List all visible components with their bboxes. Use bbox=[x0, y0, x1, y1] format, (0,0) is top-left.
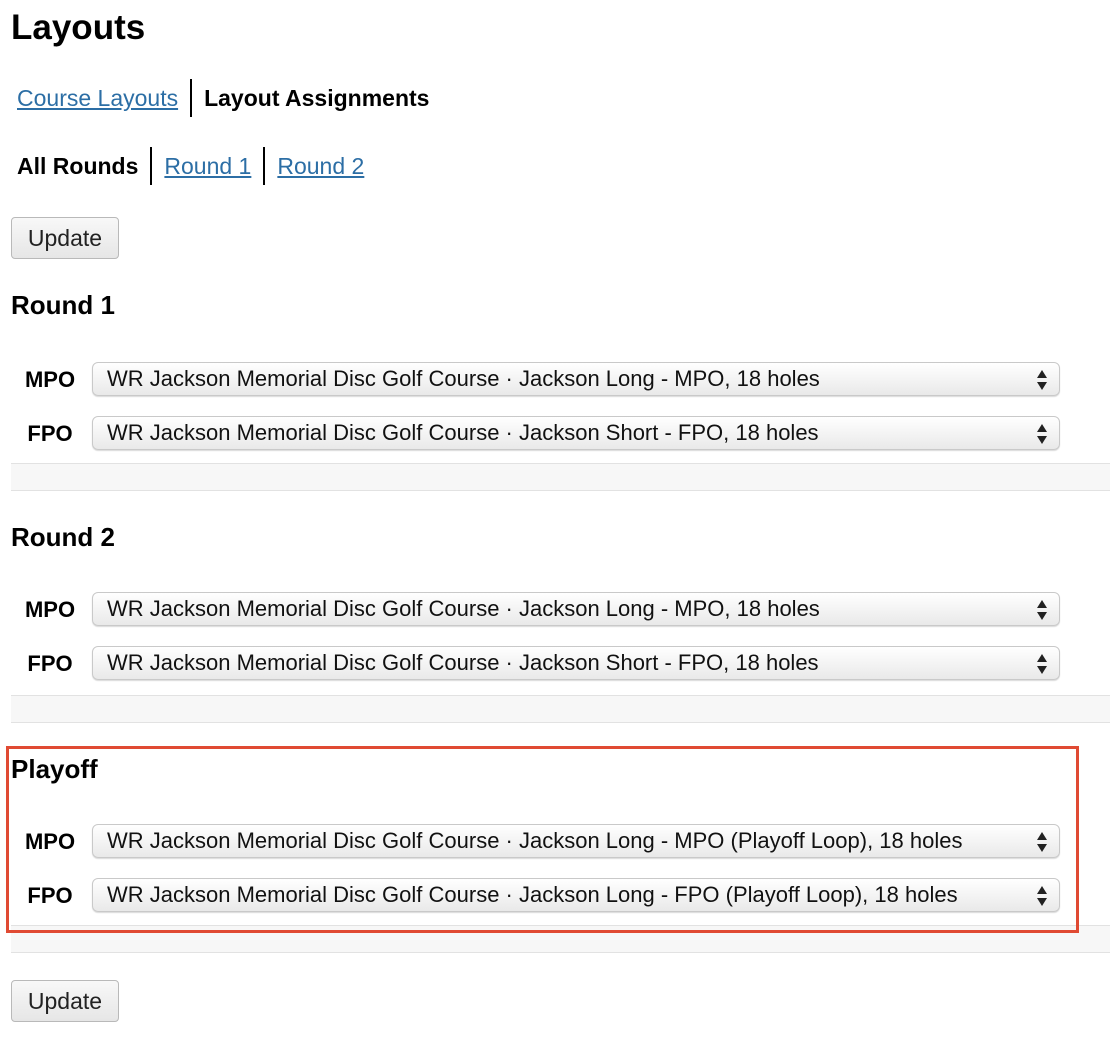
select-value: WR Jackson Memorial Disc Golf Course · Jackson Short - FPO, 18 holes bbox=[107, 420, 819, 445]
section-divider bbox=[11, 463, 1110, 491]
layout-select-fpo[interactable] bbox=[92, 416, 1060, 450]
section-divider bbox=[11, 695, 1110, 723]
division-label: MPO bbox=[24, 367, 76, 392]
tab-round-2[interactable]: Round 2 bbox=[277, 153, 365, 179]
select-value: WR Jackson Memorial Disc Golf Course · Jackson Short - FPO, 18 holes bbox=[107, 650, 819, 675]
select-arrows-icon bbox=[1035, 421, 1049, 447]
select-value: WR Jackson Memorial Disc Golf Course · Jackson Long - MPO (Playoff Loop), 18 holes bbox=[107, 828, 963, 853]
section-title: Round 2 bbox=[11, 522, 115, 552]
division-row-fpo bbox=[0, 646, 1110, 682]
division-label: FPO bbox=[27, 651, 73, 676]
tab-layout-assignments: Layout Assignments bbox=[204, 85, 430, 111]
select-value: WR Jackson Memorial Disc Golf Course · Jackson Long - FPO (Playoff Loop), 18 holes bbox=[107, 882, 958, 907]
layout-select-mpo[interactable] bbox=[92, 362, 1060, 396]
layout-select-mpo[interactable] bbox=[92, 592, 1060, 626]
tab-round-1[interactable]: Round 1 bbox=[164, 153, 252, 179]
division-label: MPO bbox=[24, 829, 76, 854]
division-label: MPO bbox=[24, 597, 76, 622]
select-arrows-icon bbox=[1035, 367, 1049, 393]
layout-select-fpo[interactable] bbox=[92, 646, 1060, 680]
division-label: FPO bbox=[27, 421, 73, 446]
update-button-bottom[interactable]: Update bbox=[11, 980, 119, 1022]
tab-course-layouts[interactable]: Course Layouts bbox=[17, 85, 179, 111]
playoff-highlight-box bbox=[6, 746, 1079, 933]
division-row-mpo bbox=[0, 362, 1110, 398]
select-arrows-icon bbox=[1035, 651, 1049, 677]
update-button-top[interactable]: Update bbox=[11, 217, 119, 259]
section-title: Round 1 bbox=[11, 290, 115, 320]
division-row-mpo bbox=[0, 592, 1110, 628]
division-row-fpo bbox=[0, 416, 1110, 452]
page-title: Layouts bbox=[11, 8, 146, 47]
select-value: WR Jackson Memorial Disc Golf Course · Jackson Long - MPO, 18 holes bbox=[107, 366, 820, 391]
section-title: Playoff bbox=[11, 754, 98, 784]
round-tabs bbox=[11, 147, 376, 185]
division-label: FPO bbox=[27, 883, 73, 908]
tab-all-rounds: All Rounds bbox=[17, 153, 139, 179]
select-value: WR Jackson Memorial Disc Golf Course · Jackson Long - MPO, 18 holes bbox=[107, 596, 820, 621]
layout-tabs bbox=[11, 79, 441, 117]
select-arrows-icon bbox=[1035, 597, 1049, 623]
